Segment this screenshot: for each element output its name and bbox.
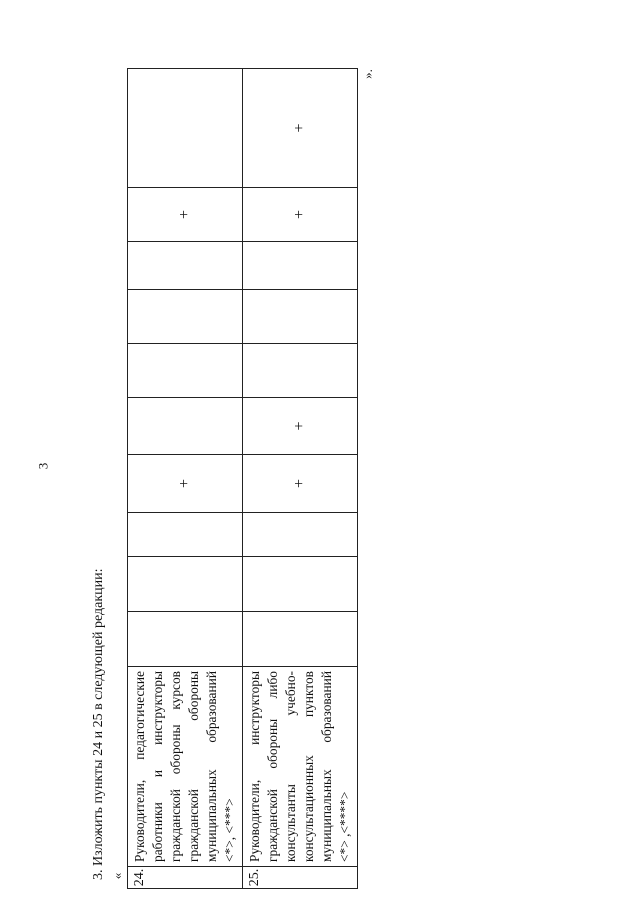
table-cell: + — [243, 455, 358, 513]
rotated-table-container — [127, 69, 357, 889]
table-cell — [128, 513, 243, 557]
table-cell — [128, 344, 243, 398]
section-heading: 3. Изложить пункты 24 и 25 в следующей редакции: — [91, 568, 106, 880]
closing-quote: ». — [359, 69, 375, 79]
table-cell: + — [243, 69, 358, 188]
table-cell — [128, 69, 243, 188]
table-cell: + — [128, 188, 243, 242]
table-cell — [128, 557, 243, 612]
table-cell: + — [243, 188, 358, 242]
table-cell — [243, 557, 358, 612]
table-cell — [128, 612, 243, 667]
row-description: Руководители, инструкторы гражданской обороны либо консультанты учебно-консультационных пунктов муниципальных образований <*> ,<****> — [243, 667, 358, 867]
table-cell — [243, 290, 358, 344]
page-number: 3 — [35, 462, 51, 470]
table-row-24 — [128, 69, 243, 889]
table-cell — [128, 398, 243, 455]
table-cell — [243, 612, 358, 667]
amendment-table — [127, 68, 358, 889]
row-description: Руководители, педагогические работники и инструкторы гражданской обороны курсов гражданской обороны муниципальных образований <*>, <***> — [128, 667, 243, 867]
table-cell — [243, 242, 358, 290]
table-cell — [243, 344, 358, 398]
table-cell: + — [128, 455, 243, 513]
opening-quote: « — [109, 872, 125, 880]
row-number: 25. — [243, 867, 358, 889]
row-number: 24. — [128, 867, 243, 889]
table-cell — [128, 242, 243, 290]
table-cell — [128, 290, 243, 344]
table-cell — [243, 513, 358, 557]
table-row-25 — [243, 69, 358, 889]
table-cell: + — [243, 398, 358, 455]
